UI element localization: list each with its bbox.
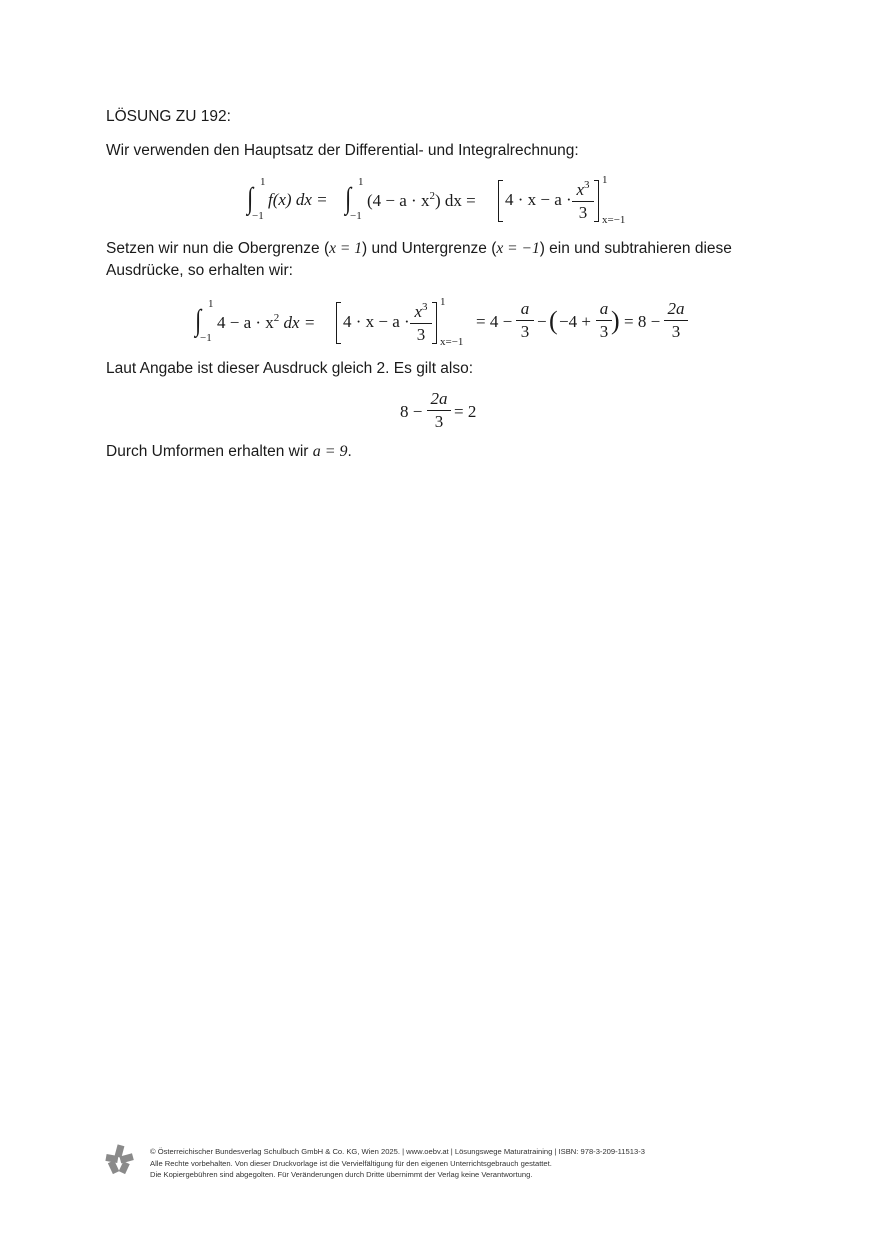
bracket-upper: 1 <box>440 296 446 308</box>
fraction: 2a 3 <box>427 390 451 431</box>
fraction: $x^3$ 3 <box>572 176 594 222</box>
left-bracket <box>336 302 341 344</box>
footer-line: Die Kopiergebühren sind abgegolten. Für Veränderungen durch Dritte übernimmt der Verlag keine Verantwortung. <box>150 1170 533 1179</box>
bracket-upper: 1 <box>602 174 608 186</box>
integral-sign: ∫ <box>345 182 352 215</box>
right-bracket <box>432 302 437 344</box>
paren-content: −4 + <box>559 312 591 331</box>
integrand: $4 - a \cdot x^2$ dx = <box>217 312 316 332</box>
rhs-term: = 8 − <box>624 312 661 331</box>
integral-sign: ∫ <box>247 182 254 215</box>
bracket-lower: x=−1 <box>602 214 626 226</box>
copyright-footer <box>150 1146 645 1181</box>
integral-lower: −1 <box>200 332 212 344</box>
paren-close: ) <box>611 306 620 335</box>
intro-paragraph: Wir verwenden den Hauptsatz der Differential- und Integralrechnung: <box>106 142 579 159</box>
fraction: 2a 3 <box>664 300 688 341</box>
minus-sign: − <box>537 312 547 331</box>
integral-upper: 1 <box>208 298 214 310</box>
integral-upper: 1 <box>358 176 364 188</box>
footer-line: Alle Rechte vorbehalten. Von dieser Druckvorlage ist die Vervielfältigung für den eigenen Unterrichtsgebrauch gestattet. <box>150 1158 552 1168</box>
bracket-lower: x=−1 <box>440 336 464 348</box>
solution-heading: LÖSUNG ZU 192: <box>106 108 231 125</box>
integral-lower: −1 <box>252 210 264 222</box>
footer-line: © Österreichischer Bundesverlag Schulbuch GmbH & Co. KG, Wien 2025. | www.oebv.at | Lösungswege Maturatraining | ISBN: 978-3-209-11513-3 <box>150 1147 645 1156</box>
lhs: 8 − <box>400 402 423 421</box>
publisher-logo-icon <box>104 1143 136 1175</box>
bounds-paragraph: Setzen wir nun die Obergrenze (x = 1) und Untergrenze (x = −1) ein und subtrahieren diese Ausdrücke, so erhalten wir: <box>106 240 732 279</box>
rhs-term: = 4 − <box>476 312 513 331</box>
rhs: = 2 <box>454 402 477 421</box>
fraction: a 3 <box>516 300 534 341</box>
bracket-content: 4 · x − a · <box>505 190 572 209</box>
result-paragraph: Durch Umformen erhalten wir a = 9. <box>106 443 352 460</box>
fraction: a 3 <box>596 300 612 341</box>
bracket-content: 4 · x − a · <box>343 312 410 331</box>
left-bracket <box>498 180 503 222</box>
condition-paragraph: Laut Angabe ist dieser Ausdruck gleich 2. Es gilt also: <box>106 360 474 377</box>
right-bracket <box>594 180 599 222</box>
fraction: $x^3$ 3 <box>410 298 432 344</box>
integral-upper: 1 <box>260 176 266 188</box>
paren-open: ( <box>549 306 558 335</box>
integral-sign: ∫ <box>195 304 202 337</box>
integral-lower: −1 <box>350 210 362 222</box>
integrand: f(x) dx = <box>268 190 328 209</box>
integrand: $(4 - a \cdot x^2)$ dx = <box>367 190 476 210</box>
